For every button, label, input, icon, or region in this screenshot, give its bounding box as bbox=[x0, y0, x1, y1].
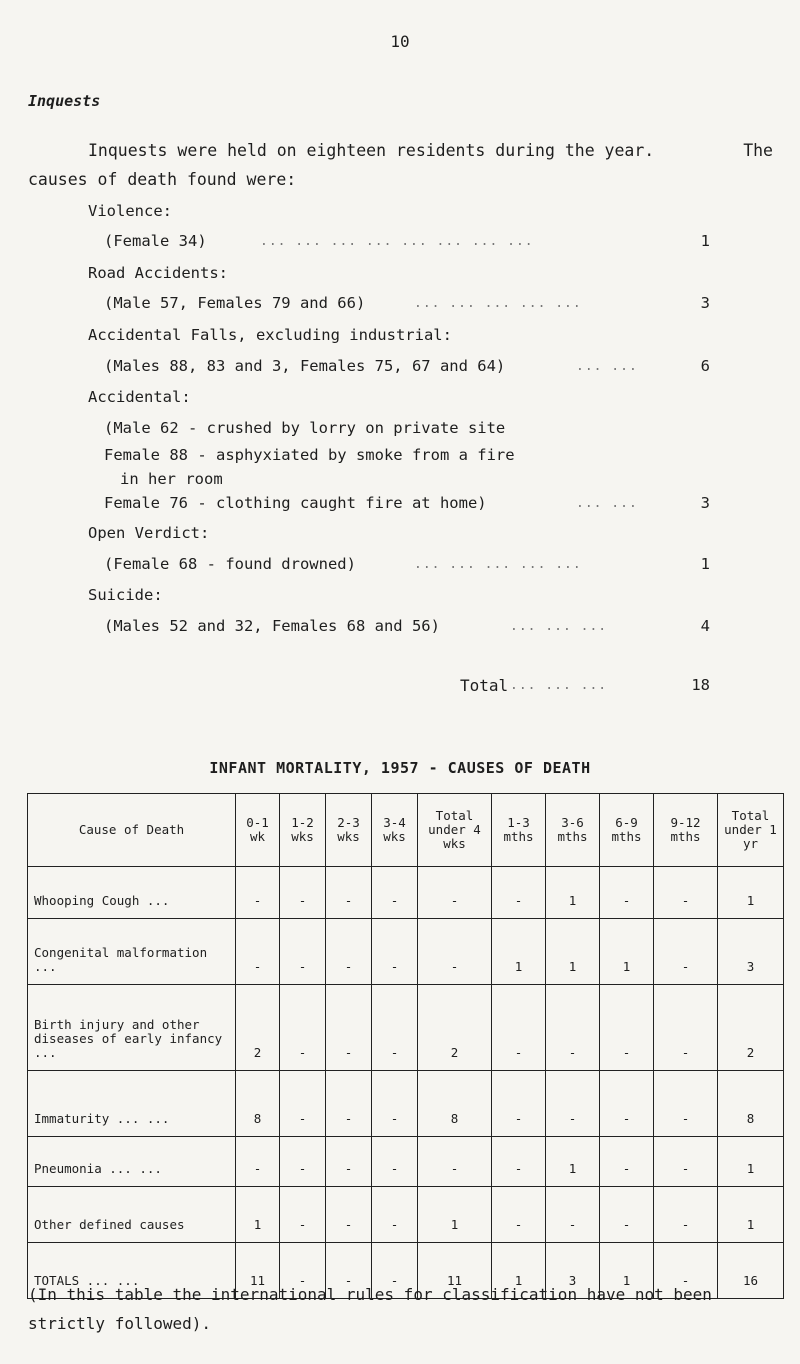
table-cell: 1 bbox=[600, 919, 654, 985]
table-title: INFANT MORTALITY, 1957 - CAUSES OF DEATH bbox=[209, 759, 591, 777]
open-verdict-detail: (Female 68 - found drowned) bbox=[104, 555, 356, 573]
table-cell: 1 bbox=[492, 1243, 546, 1299]
row-cause: Congenital malformation ... bbox=[28, 919, 236, 985]
table-footnote: (In this table the international rules for classification have not been strictly followed). bbox=[28, 1285, 712, 1333]
table-cell: - bbox=[600, 1071, 654, 1137]
table-cell: - bbox=[600, 867, 654, 919]
table-cell: 1 bbox=[492, 919, 546, 985]
table-cell: - bbox=[280, 1071, 326, 1137]
table-cell: - bbox=[654, 1187, 718, 1243]
table-cell: - bbox=[546, 985, 600, 1071]
table-row bbox=[28, 1137, 784, 1187]
table-cell: 1 bbox=[546, 919, 600, 985]
column-header: Total under 1 yr bbox=[718, 794, 784, 867]
table-cell: - bbox=[492, 1071, 546, 1137]
accidental-value: 3 bbox=[700, 494, 710, 512]
table-cell: 1 bbox=[718, 1137, 784, 1187]
leader-dots: ... ... ... ... ... bbox=[414, 296, 582, 311]
table-cell: - bbox=[326, 1187, 372, 1243]
table-cell: 16 bbox=[718, 1243, 784, 1299]
row-cause: Pneumonia ... ... bbox=[28, 1137, 236, 1187]
road-label: Road Accidents: bbox=[88, 264, 228, 282]
table-row bbox=[28, 867, 784, 919]
table-cell: 11 bbox=[236, 1243, 280, 1299]
intro-line-2: causes of death found were: bbox=[28, 170, 297, 189]
road-value: 3 bbox=[700, 294, 710, 312]
table-cell: - bbox=[372, 1137, 418, 1187]
table-cell: 1 bbox=[546, 1137, 600, 1187]
table-cell: - bbox=[654, 1243, 718, 1299]
table-row bbox=[28, 1071, 784, 1137]
table-cell: - bbox=[280, 985, 326, 1071]
table-cell: - bbox=[654, 867, 718, 919]
table-cell: 2 bbox=[418, 985, 492, 1071]
table-cell: - bbox=[236, 1137, 280, 1187]
leader-dots: ... ... ... bbox=[510, 619, 608, 634]
leader-dots: ... ... bbox=[576, 496, 638, 511]
column-header: 0-1 wk bbox=[236, 794, 280, 867]
accidental-label: Accidental: bbox=[88, 388, 191, 406]
table-header-row bbox=[28, 794, 784, 867]
road-detail: (Male 57, Females 79 and 66) bbox=[104, 294, 366, 312]
table-cell: 8 bbox=[718, 1071, 784, 1137]
row-cause: TOTALS ... ... bbox=[28, 1243, 236, 1299]
table-cell: - bbox=[326, 985, 372, 1071]
open-verdict-value: 1 bbox=[700, 555, 710, 573]
table-cell: - bbox=[280, 919, 326, 985]
table-cell: 2 bbox=[718, 985, 784, 1071]
table-cell: - bbox=[654, 985, 718, 1071]
falls-value: 6 bbox=[700, 357, 710, 375]
table-cell: 8 bbox=[418, 1071, 492, 1137]
column-header: 2-3 wks bbox=[326, 794, 372, 867]
table-cell: 1 bbox=[546, 867, 600, 919]
table-cell: - bbox=[372, 867, 418, 919]
suicide-value: 4 bbox=[700, 617, 710, 635]
table-cell: - bbox=[600, 1187, 654, 1243]
falls-label: Accidental Falls, excluding industrial: bbox=[88, 326, 452, 344]
table-cell: - bbox=[326, 1071, 372, 1137]
leader-dots: ... ... ... ... ... ... ... ... bbox=[260, 234, 534, 249]
table-cell: - bbox=[654, 919, 718, 985]
violence-label: Violence: bbox=[88, 202, 172, 220]
total-value: 18 bbox=[691, 676, 710, 694]
table-cell: - bbox=[372, 1071, 418, 1137]
column-header: Cause of Death bbox=[28, 794, 236, 867]
column-header: 9-12 mths bbox=[654, 794, 718, 867]
table-cell: 1 bbox=[718, 867, 784, 919]
table-cell: 3 bbox=[546, 1243, 600, 1299]
accidental-line-4: Female 76 - clothing caught fire at home) bbox=[104, 494, 487, 512]
section-heading: Inquests bbox=[28, 92, 101, 110]
table-cell: - bbox=[546, 1071, 600, 1137]
suicide-label: Suicide: bbox=[88, 586, 163, 604]
accidental-line-3: in her room bbox=[120, 470, 223, 488]
table-cell: - bbox=[326, 919, 372, 985]
table-cell: - bbox=[372, 1187, 418, 1243]
row-cause: Whooping Cough ... bbox=[28, 867, 236, 919]
table-cell: - bbox=[280, 867, 326, 919]
table-cell: - bbox=[654, 1137, 718, 1187]
table-cell: - bbox=[236, 919, 280, 985]
falls-detail: (Males 88, 83 and 3, Females 75, 67 and 64) bbox=[104, 357, 506, 375]
table-cell: 2 bbox=[236, 985, 280, 1071]
table-cell: - bbox=[280, 1243, 326, 1299]
column-header: 1-2 wks bbox=[280, 794, 326, 867]
total-label: Total bbox=[460, 676, 509, 695]
accidental-line-2: Female 88 - asphyxiated by smoke from a fire bbox=[104, 446, 515, 464]
column-header: 3-4 wks bbox=[372, 794, 418, 867]
table-cell: - bbox=[372, 1243, 418, 1299]
row-cause: Immaturity ... ... bbox=[28, 1071, 236, 1137]
open-verdict-label: Open Verdict: bbox=[88, 524, 210, 542]
table-cell: - bbox=[326, 1137, 372, 1187]
table-cell: - bbox=[372, 919, 418, 985]
intro-text-a: Inquests were held on eighteen residents during the year. bbox=[88, 141, 655, 160]
intro-paragraph bbox=[28, 136, 773, 194]
intro-line-1 bbox=[28, 136, 773, 165]
table-cell: 3 bbox=[718, 919, 784, 985]
table-row bbox=[28, 1187, 784, 1243]
table-cell: - bbox=[418, 1137, 492, 1187]
table-cell: 1 bbox=[236, 1187, 280, 1243]
column-header: 6-9 mths bbox=[600, 794, 654, 867]
table-cell: - bbox=[236, 867, 280, 919]
leader-dots: ... ... ... bbox=[510, 678, 608, 693]
table-cell: 1 bbox=[418, 1187, 492, 1243]
table-cell: - bbox=[654, 1071, 718, 1137]
table-cell: - bbox=[372, 985, 418, 1071]
table-cell: 11 bbox=[418, 1243, 492, 1299]
intro-text-b: The bbox=[743, 141, 773, 160]
table-row bbox=[28, 985, 784, 1071]
table-cell: 1 bbox=[600, 1243, 654, 1299]
table-cell: 8 bbox=[236, 1071, 280, 1137]
accidental-line-1: (Male 62 - crushed by lorry on private site bbox=[104, 419, 506, 437]
suicide-detail: (Males 52 and 32, Females 68 and 56) bbox=[104, 617, 440, 635]
table-cell: - bbox=[492, 1187, 546, 1243]
table-cell: - bbox=[326, 867, 372, 919]
leader-dots: ... ... ... ... ... bbox=[414, 557, 582, 572]
column-header: 3-6 mths bbox=[546, 794, 600, 867]
row-cause: Other defined causes bbox=[28, 1187, 236, 1243]
violence-detail: (Female 34) bbox=[104, 232, 207, 250]
infant-mortality-table bbox=[27, 793, 784, 1299]
table-cell: - bbox=[326, 1243, 372, 1299]
table-cell: - bbox=[280, 1137, 326, 1187]
table-cell: - bbox=[418, 919, 492, 985]
table-cell: - bbox=[280, 1187, 326, 1243]
table-cell: - bbox=[418, 867, 492, 919]
table-cell: - bbox=[492, 1137, 546, 1187]
table-cell: - bbox=[546, 1187, 600, 1243]
table-cell: - bbox=[492, 985, 546, 1071]
table-cell: 1 bbox=[718, 1187, 784, 1243]
table-cell: - bbox=[492, 867, 546, 919]
table-cell: - bbox=[600, 1137, 654, 1187]
table-row bbox=[28, 919, 784, 985]
table-cell: - bbox=[600, 985, 654, 1071]
column-header: Total under 4 wks bbox=[418, 794, 492, 867]
leader-dots: ... ... bbox=[576, 359, 638, 374]
row-cause: Birth injury and other diseases of early infancy ... bbox=[28, 985, 236, 1071]
violence-value: 1 bbox=[700, 232, 710, 250]
column-header: 1-3 mths bbox=[492, 794, 546, 867]
page-number: 10 bbox=[390, 32, 410, 51]
